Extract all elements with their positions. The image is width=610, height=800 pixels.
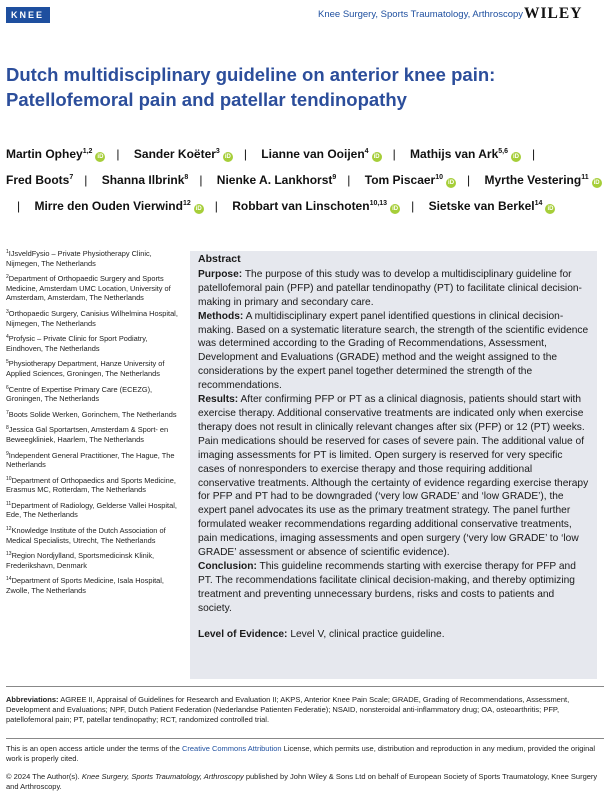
affiliation: $^7$Boots Solide Werken, Gorinchem, The Netherlands — [6, 409, 177, 419]
journal-name[interactable]: Knee Surgery, Sports Traumatology, Arthroscopy — [318, 9, 524, 20]
orcid-icon[interactable]: iD — [97, 154, 104, 160]
author-list: Martin Ophey$^{1,2}$iD | Sander Koëter$^3$iD | Lianne van Ooijen$^4$iD | Mathijs van Ark$^{5,6}$iD | Fred Boots$^7$ | Shanna Ilbrink$^8$ | Nienke A. Lankhorst$^9$ | Tom Piscaer$^{10}$iD | Myrthe Vestering$^{11}$iD| Mirre den Ouden Vierwind$^{12}$iD | Robbart van Linschoten$^{10,13}$iD | Sietske van Berkel$^{14}$iD — [6, 147, 600, 213]
author[interactable]: Lianne van Ooijen$^4$iD — [261, 147, 380, 161]
publisher-logo: WILEY — [524, 5, 583, 22]
author[interactable]: Fred Boots$^7$ — [6, 173, 74, 187]
author[interactable]: Shanna Ilbrink$^8$ — [101, 173, 189, 187]
orcid-icon[interactable]: iD — [392, 206, 399, 212]
license-notice: This is an open access article under the terms of the Creative Commons Attribution License, which permits use, distribution and reproduction in any medium, provided the original work is properly cited. — [6, 744, 596, 763]
affiliation: $^{10}$Department of Orthopaedics and Sports Medicine, Erasmus MC, Rotterdam, The Netherlands — [6, 475, 176, 495]
author[interactable]: Mathijs van Ark$^{5,6}$iD — [410, 147, 520, 161]
abstract — [198, 253, 590, 641]
author[interactable]: Martin Ophey$^{1,2}$iD — [6, 147, 104, 161]
author[interactable]: Mirre den Ouden Vierwind$^{12}$iD — [34, 199, 202, 213]
affiliation: $^6$Centre of Expertise Primary Care (ECEZG), Groningen, The Netherlands — [6, 384, 153, 404]
affiliations — [6, 248, 184, 601]
abstract-conclusion: Conclusion: This guideline recommends starting with exercise therapy for PFP and PT. The recommendations facilitate clinical decision-making, and thereby optimizing treatment and preventing unnecessary burdens, risks and costs to patients and society. — [198, 560, 576, 614]
affiliation: $^3$Orthopaedic Surgery, Canisius Wilhelmina Hospital, Nijmegen, The Netherlands — [6, 308, 178, 328]
author[interactable]: Nienke A. Lankhorst$^9$ — [216, 173, 337, 187]
orcid-icon[interactable]: iD — [373, 154, 380, 160]
abstract-purpose: Purpose: The purpose of this study was to develop a multidisciplinary guideline for patellofemoral pain (PFP) and patellar tendinopathy (PT) to facilitate clinical decision-making in primary and secondary care. — [198, 268, 582, 308]
divider — [6, 738, 604, 739]
orcid-icon[interactable]: iD — [224, 154, 231, 160]
affiliation: $^{14}$Department of Sports Medicine, Isala Hospital, Zwolle, The Netherlands — [6, 576, 164, 596]
affiliation: $^{13}$Region Nordjylland, Sportsmedicinsk Klinik, Frederikshavn, Denmark — [6, 551, 155, 570]
orcid-icon[interactable]: iD — [547, 206, 554, 212]
affiliation: $^1$IJsveldFysio – Private Physiotherapy Clinic, Nijmegen, The Netherlands — [6, 249, 152, 268]
affiliation: $^4$Profysic – Private Clinic for Sport Podiatry, Eindhoven, The Netherlands — [6, 334, 148, 353]
affiliation: $^2$Department of Orthopaedic Surgery and Sports Medicine, Amsterdam UMC Location, University of Amsterdam, Amsterdam, The Netherlands — [6, 274, 171, 303]
article-title: Dutch multidisciplinary guideline on anterior knee pain: Patellofemoral pain and patellar tendinopathy — [6, 64, 496, 110]
abstract-results: Results: After confirming PFP or PT as a clinical diagnosis, patients should start with exercise therapy. Additional conservative treatments are indicated only when exercise therapy does not result in clinically relevant changes after six (PFP) or 12 (PT) weeks. Pain medications should be reserved for cases of severe pain. The additional value of imaging assessments for PT is limited. Open surgery is reserved for very specific cases of nonresponders to exercise therapy and those requiring additional conservative treatments. Although the certainty of evidence regarding exercise therapy for PFP and PT had to be downgraded (‘very low GRADE’ and ‘low GRADE’), the expert panel advocates its use as the primary treatment strategy. The panel further formulated weaker recommendations regarding additional conservative treatments, pain medications, imaging assessments and open surgery (‘very low GRADE’ to ‘low GRADE’ assessment or absence of scientific evidence). — [198, 394, 589, 559]
affiliation: $^{11}$Department of Radiology, Gelderse Vallei Hospital, Ede, The Netherlands — [6, 500, 177, 520]
orcid-icon[interactable]: iD — [195, 206, 202, 212]
affiliation: $^5$Physiotherapy Department, Hanze University of Applied Sciences, Groningen, The Netherlands — [6, 359, 165, 378]
author[interactable]: Robbart van Linschoten$^{10,13}$iD — [232, 199, 399, 213]
affiliation: $^8$Jessica Gal Sportartsen, Amsterdam & Sport- en Beweegkliniek, Haarlem, The Netherlands — [6, 425, 169, 444]
orcid-icon[interactable]: iD — [513, 154, 520, 160]
author[interactable]: Myrthe Vestering$^{11}$iD — [484, 173, 600, 187]
abbreviations: Abbreviations: AGREE II, Appraisal of Guidelines for Research and Evaluation II; AKPS, Anterior Knee Pain Scale; GRADE, Grading of Recommendations, Assessment, Development and Evaluations; NPF, Dutch Patient Federation (Nederlandse Patienten Federatie); NSAID, nonsteroidal anti-inflammatory drug; OA, osteoarthritis; PFP, patellofemoral pain; PT, patellar tendinopathy; RCT, randomized controlled trial. — [6, 695, 570, 724]
copyright-notice: © 2024 The Author(s). Knee Surgery, Sports Traumatology, Arthroscopy published by John Wiley & Sons Ltd on behalf of European Society of Sports Traumatology, Knee Surgery and Arthroscopy. — [6, 772, 598, 791]
cc-license-link[interactable]: Creative Commons Attribution — [181, 744, 282, 753]
author[interactable]: Sander Koëter$^3$iD — [133, 147, 231, 161]
abstract-methods: Methods: A multidisciplinary expert panel identified questions in clinical decision-making. Based on a systematic literature search, the strength of the scientific evidence was determined according to the Grading of Recommendations, Assessment, Development and Evaluations (GRADE) method and the weight assigned to the considerations by the expert panel together determined the strength of the recommendations. — [198, 310, 589, 392]
divider — [6, 686, 604, 687]
level-of-evidence: Level of Evidence: Level V, clinical practice guideline. — [198, 628, 445, 640]
orcid-icon[interactable]: iD — [448, 180, 455, 186]
author[interactable]: Sietske van Berkel$^{14}$iD — [428, 199, 554, 213]
section-tag: KNEE — [6, 7, 50, 23]
affiliation: $^9$Independent General Practitioner, The Hague, The Netherlands — [6, 450, 175, 470]
author[interactable]: Tom Piscaer$^{10}$iD — [364, 173, 455, 187]
abstract-heading: Abstract — [198, 253, 241, 265]
affiliation: $^{12}$Knowledge Institute of the Dutch Association of Medical Specialists, Utrecht, The Netherlands — [6, 526, 166, 545]
orcid-icon[interactable]: iD — [593, 180, 600, 186]
